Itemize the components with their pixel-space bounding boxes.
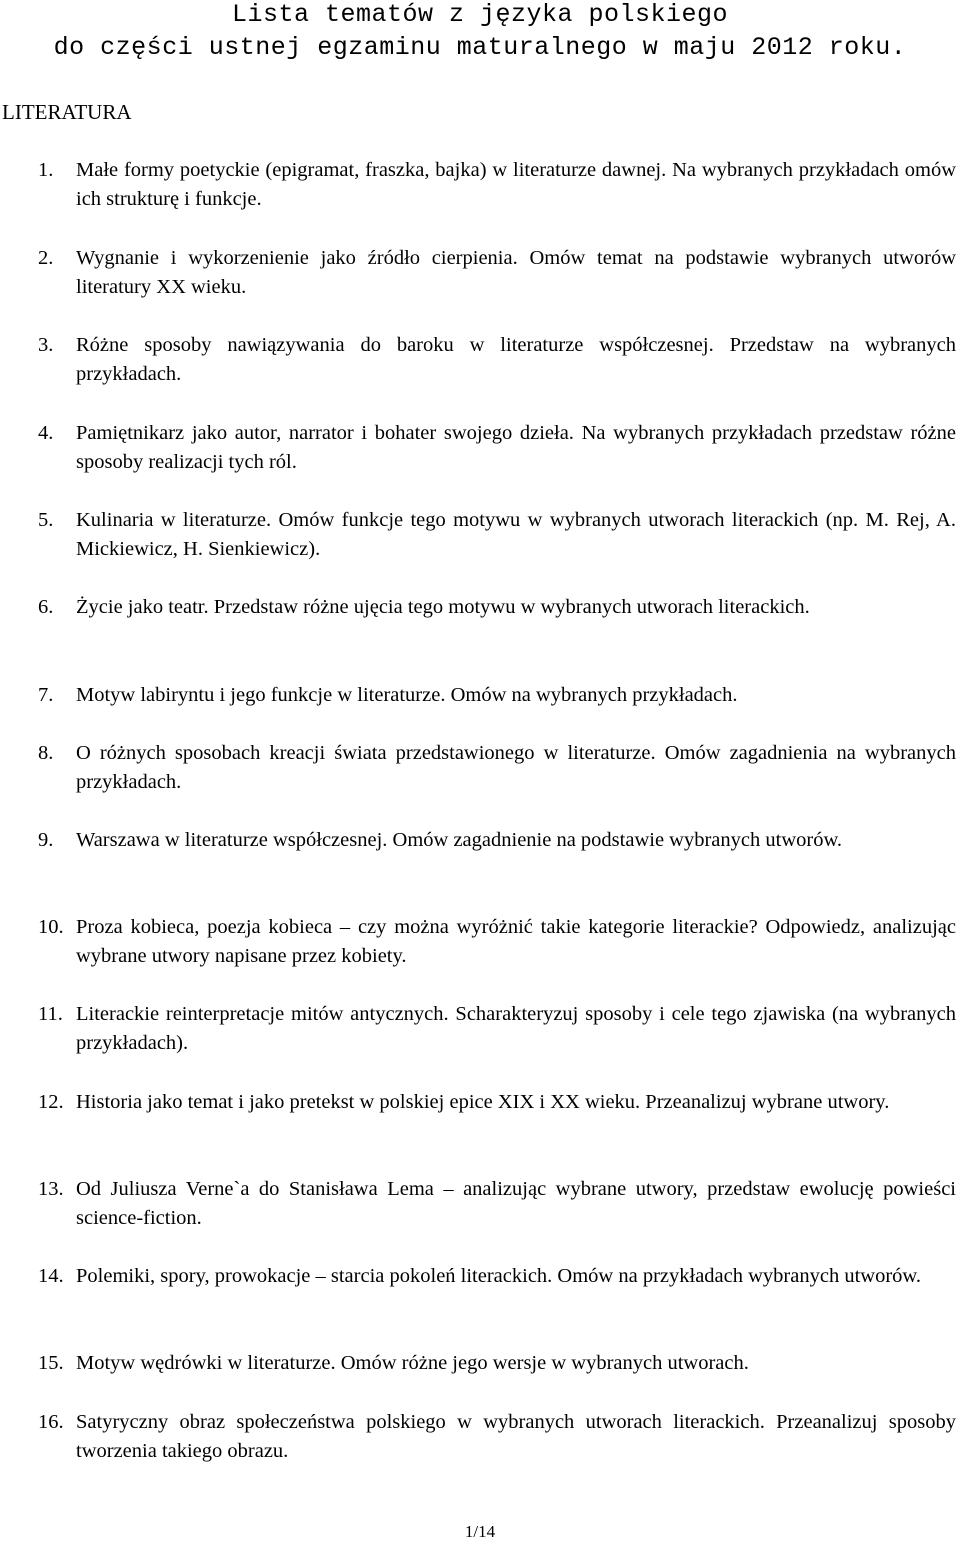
topic-number: 11. xyxy=(38,1003,63,1025)
topic-text: Małe formy poetyckie (epigramat, fraszka, bajka) w literaturze dawnej. Na wybranych przykładach omów ich strukturę i funkcje. xyxy=(76,159,956,210)
topic-number: 15. xyxy=(38,1352,64,1374)
topic-text: Proza kobieca, poezja kobieca – czy można wyróżnić takie kategorie literackie? Odpowiedz, analizując wybrane utwory napisane przez kobiety. xyxy=(76,916,956,967)
topic-text: Motyw labiryntu i jego funkcje w literaturze. Omów na wybranych przykładach. xyxy=(76,684,738,706)
topic-text: Kulinaria w literaturze. Omów funkcje tego motywu w wybranych utworach literackich (np. M. Rej, A. Mickiewicz, H. Sienkiewicz). xyxy=(76,509,956,560)
document-title-line-1: Lista tematów z języka polskiego xyxy=(231,0,729,29)
topic-number: 13. xyxy=(38,1178,64,1200)
topic-text: Literackie reinterpretacje mitów antycznych. Scharakteryzuj sposoby i cele tego zjawiska (na wybranych przykładach). xyxy=(76,1003,956,1054)
topic-number: 6. xyxy=(38,596,54,618)
topic-text: Historia jako temat i jako pretekst w polskiej epice XIX i XX wieku. Przeanalizuj wybrane utwory. xyxy=(76,1091,890,1113)
topic-text: Warszawa w literaturze współczesnej. Omów zagadnienie na podstawie wybranych utworów. xyxy=(76,829,843,851)
topic-number: 1. xyxy=(38,159,54,181)
section-heading: LITERATURA xyxy=(2,100,132,124)
topic-number: 10. xyxy=(38,916,64,938)
topic-number: 3. xyxy=(38,334,54,356)
topic-number: 7. xyxy=(38,684,54,706)
topic-number: 16. xyxy=(38,1411,64,1433)
topic-number: 12. xyxy=(38,1091,64,1113)
document-title-line-2: do części ustnej egzaminu maturalnego w maju 2012 roku. xyxy=(53,33,907,62)
topic-text: O różnych sposobach kreacji świata przedstawionego w literaturze. Omów zagadnienia na wybranych przykładach. xyxy=(76,742,956,793)
page-number: 1/14 xyxy=(464,1522,496,1541)
topic-text: Pamiętnikarz jako autor, narrator i bohater swojego dzieła. Na wybranych przykładach przedstaw różne sposoby realizacji tych ról. xyxy=(76,422,956,473)
topic-text: Od Juliusza Verne`a do Stanisława Lema – analizując wybrane utwory, przedstaw ewolucję powieści science-fiction. xyxy=(76,1178,956,1229)
topic-text: Życie jako teatr. Przedstaw różne ujęcia tego motywu w wybranych utworach literackich. xyxy=(76,596,810,618)
topic-text: Satyryczny obraz społeczeństwa polskiego w wybranych utworach literackich. Przeanalizuj sposoby tworzenia takiego obrazu. xyxy=(76,1411,956,1462)
topic-number: 4. xyxy=(38,422,54,444)
topic-text: Polemiki, spory, prowokacje – starcia pokoleń literackich. Omów na przykładach wybranych utworów. xyxy=(76,1265,921,1287)
topic-number: 8. xyxy=(38,742,54,764)
topic-number: 5. xyxy=(38,509,54,531)
topic-number: 14. xyxy=(38,1265,64,1287)
topic-number: 9. xyxy=(38,829,54,851)
topic-text: Motyw wędrówki w literaturze. Omów różne jego wersje w wybranych utworach. xyxy=(76,1352,749,1374)
topic-text: Wygnanie i wykorzenienie jako źródło cierpienia. Omów temat na podstawie wybranych utworów literatury XX wieku. xyxy=(76,247,956,298)
topic-text: Różne sposoby nawiązywania do baroku w literaturze współczesnej. Przedstaw na wybranych przykładach. xyxy=(76,334,956,385)
topic-number: 2. xyxy=(38,247,54,269)
